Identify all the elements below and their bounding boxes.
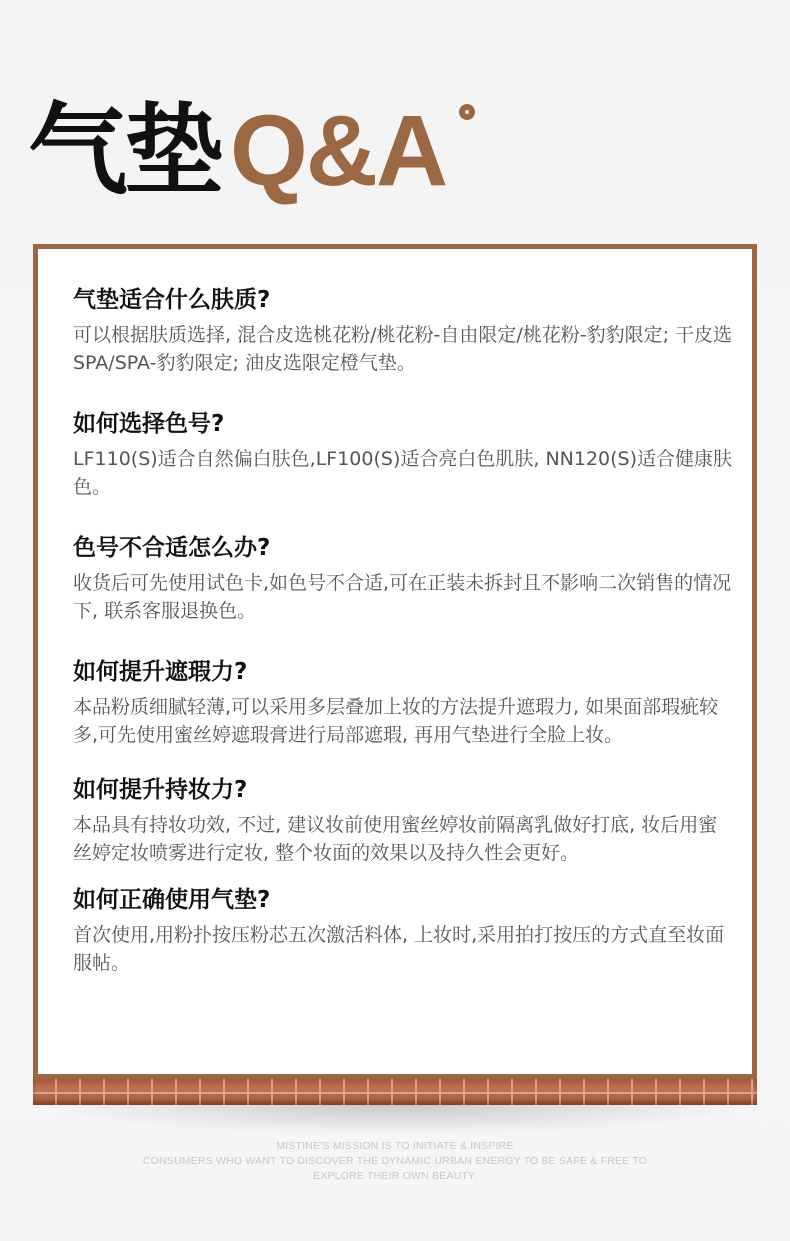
question-text: 如何提升持妆力? bbox=[73, 777, 248, 803]
brick-wall-shadow bbox=[40, 1105, 750, 1135]
question-text: 如何选择色号? bbox=[73, 411, 225, 437]
qa-item bbox=[73, 533, 733, 625]
qa-item bbox=[73, 775, 733, 867]
question-text: 如何提升遮瑕力? bbox=[73, 659, 248, 685]
question-text: 如何正确使用气垫? bbox=[73, 887, 271, 913]
mission-line-1: MISTINE'S MISSION IS TO INITIATE & INSPIRE bbox=[276, 1140, 514, 1152]
qa-card bbox=[33, 244, 757, 1079]
qa-item bbox=[73, 885, 733, 977]
degree-ring-icon bbox=[459, 104, 475, 120]
mission-line-2: CONSUMERS WHO WANT TO DISCOVER THE DYNAMIC URBAN ENERGY TO BE SAFE & FREE TO bbox=[142, 1155, 648, 1167]
answer-text: 首次使用,用粉扑按压粉芯五次激活料体, 上妆时,采用拍打按压的方式直至妆面服帖。 bbox=[73, 924, 725, 974]
brick-wall-strip bbox=[33, 1079, 757, 1105]
answer-text: LF110(S)适合自然偏白肤色,LF100(S)适合亮白色肌肤, NN120(S)适合健康肤色。 bbox=[73, 448, 733, 498]
brand-mission bbox=[0, 1139, 790, 1184]
answer-text: 收货后可先使用试色卡,如色号不合适,可在正装未拆封且不影响二次销售的情况下, 联系客服退换色。 bbox=[73, 572, 732, 622]
hero-title-en: Q&A bbox=[230, 95, 447, 207]
qa-item bbox=[73, 285, 733, 377]
question-text: 色号不合适怎么办? bbox=[73, 535, 271, 561]
hero-title bbox=[28, 92, 447, 216]
mission-line-3: EXPLORE THEIR OWN BEAUTY. bbox=[313, 1170, 477, 1182]
hero-title-cn: 气垫 bbox=[28, 92, 220, 209]
qa-item bbox=[73, 657, 733, 749]
answer-text: 可以根据肤质选择, 混合皮选桃花粉/桃花粉-自由限定/桃花粉-豹豹限定; 干皮选SPA/SPA-豹豹限定; 油皮选限定橙气垫。 bbox=[73, 324, 733, 374]
answer-text: 本品粉质细腻轻薄,可以采用多层叠加上妆的方法提升遮瑕力, 如果面部瑕疵较多,可先使用蜜丝婷遮瑕膏进行局部遮瑕, 再用气垫进行全脸上妆。 bbox=[73, 696, 719, 746]
qa-item bbox=[73, 409, 733, 501]
answer-text: 本品具有持妆功效, 不过, 建议妆前使用蜜丝婷妆前隔离乳做好打底, 妆后用蜜丝婷定妆喷雾进行定妆, 整个妆面的效果以及持久性会更好。 bbox=[73, 814, 718, 864]
qa-list bbox=[73, 285, 733, 1009]
question-text: 气垫适合什么肤质? bbox=[73, 287, 271, 313]
